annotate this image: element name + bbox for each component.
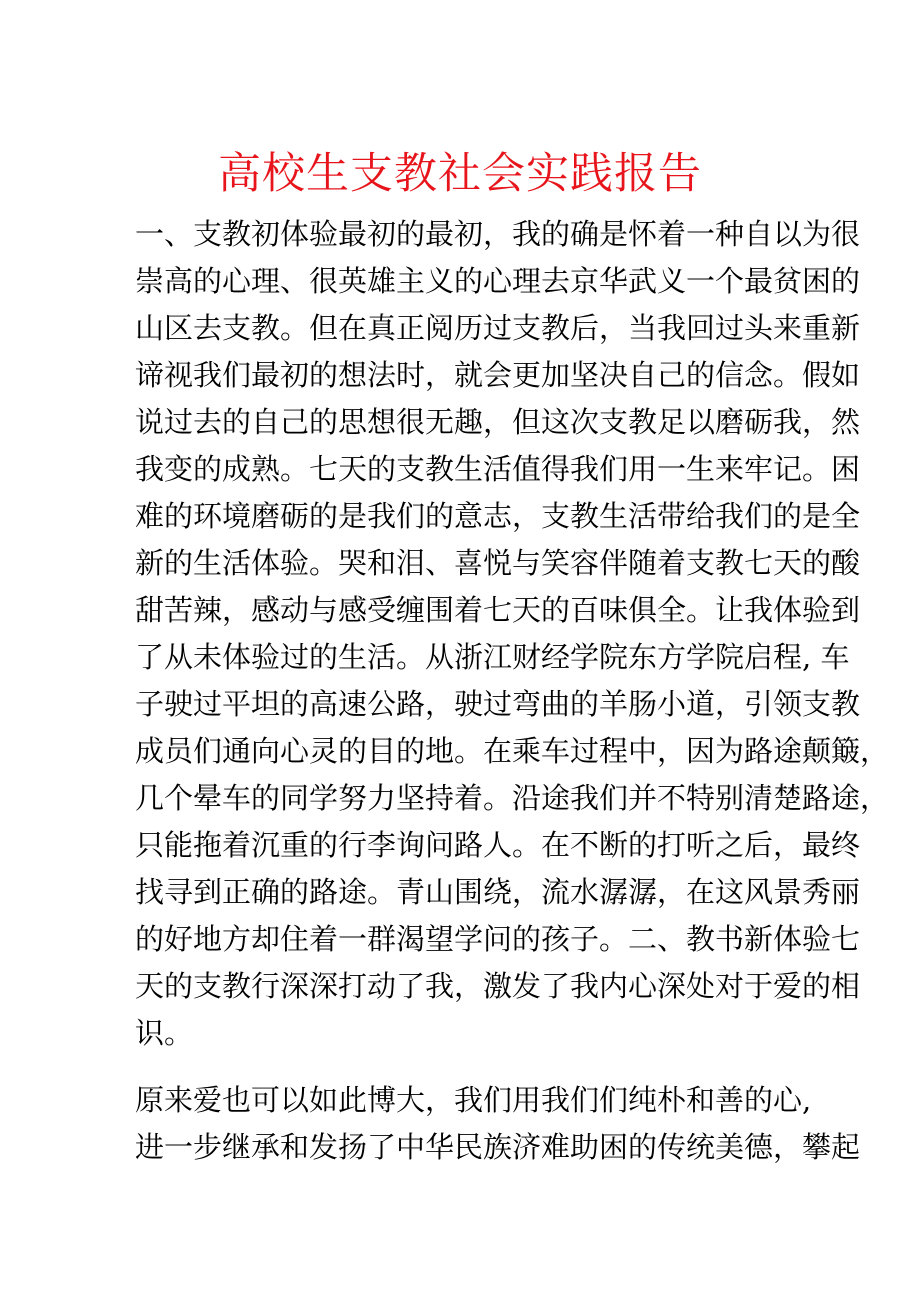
body-line-15: 找寻到正确的路途。青山围绕，流水潺潺，在这风景秀丽 [135,875,861,909]
body-line-16: 的好地方却住着一群渴望学问的孩子。二、教书新体验七 [135,922,861,956]
body-line-10: 了从未体验过的生活。从浙江财经学院东方学院启程, 车 [135,640,850,674]
body-line-7: 难的环境磨砺的是我们的意志，支教生活带给我们的是全 [135,499,861,533]
body-line-18: 识。 [135,1016,194,1050]
body-line-12: 成员们通向心灵的目的地。在乘车过程中，因为路途颠簸， [135,734,890,768]
body-line-13: 几个晕车的同学努力坚持着。沿途我们并不特别清楚路途， [135,781,890,815]
body-line-5: 说过去的自己的思想很无趣，但这次支教足以磨砺我，然 [135,405,861,439]
body-line-14: 只能拖着沉重的行李询问路人。在不断的打听之后，最终 [135,828,861,862]
body-line-20: 进一步继承和发扬了中华民族济难助困的传统美德，攀起 [135,1130,861,1164]
body-line-8: 新的生活体验。哭和泪、喜悦与笑容伴随着支教七天的酸 [135,546,861,580]
body-line-4: 谛视我们最初的想法时，就会更加坚决自己的信念。假如 [135,358,861,392]
body-line-9: 甜苦辣，感动与感受缠围着七天的百味俱全。让我体验到 [135,593,861,627]
body-line-17: 天的支教行深深打动了我，激发了我内心深处对于爱的相 [135,969,861,1003]
body-line-3: 山区去支教。但在真正阅历过支教后，当我回过头来重新 [135,311,861,345]
body-line-19: 原来爱也可以如此博大，我们用我们们纯朴和善的心, [135,1083,812,1117]
body-line-6: 我变的成熟。七天的支教生活值得我们用一生来牢记。困 [135,452,861,486]
document-title: 高校生支教社会实践报告 [218,149,702,199]
body-line-1: 一、支教初体验最初的最初，我的确是怀着一种自以为很 [135,217,861,251]
body-line-2: 崇高的心理、很英雄主义的心理去京华武义一个最贫困的 [135,264,861,298]
body-line-11: 子驶过平坦的高速公路，驶过弯曲的羊肠小道，引领支教 [135,687,861,721]
